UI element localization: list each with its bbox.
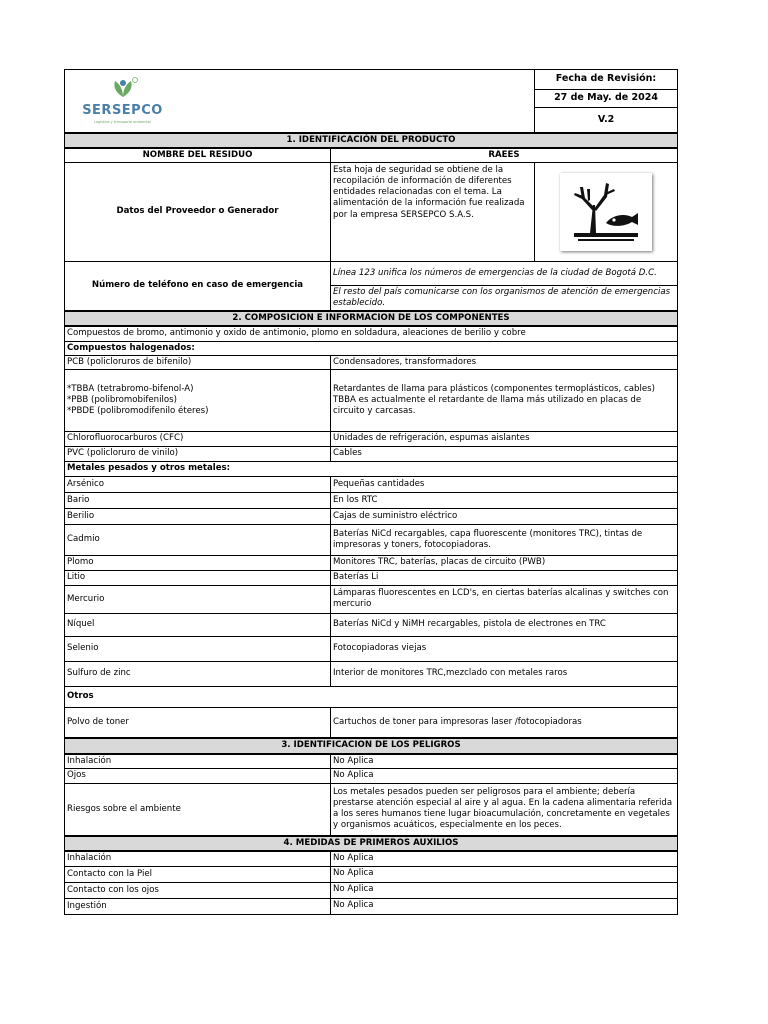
table-row <box>65 851 678 867</box>
section-1-title: 1. IDENTIFICACIÓN DEL PRODUCTO <box>65 133 678 148</box>
safety-data-sheet <box>64 69 677 915</box>
component-name: Litio <box>65 570 331 585</box>
environmental-hazard-pictogram <box>560 173 652 251</box>
section-2-title: 2. COMPOSICION E INFORMACION DE LOS COMPONENTES <box>65 311 678 326</box>
first-aid-name: Ingestión <box>65 899 331 915</box>
sheet-table <box>64 69 678 915</box>
component-name: Plomo <box>65 555 331 570</box>
table-row <box>65 899 678 915</box>
component-use: Cartuchos de toner para impresoras laser /fotocopiadoras <box>331 707 678 738</box>
component-name: Selenio <box>65 636 331 661</box>
component-use: En los RTC <box>331 492 678 508</box>
component-use: Pequeñas cantidades <box>331 476 678 492</box>
table-row <box>65 431 678 446</box>
table-row <box>65 661 678 686</box>
table-row <box>65 754 678 769</box>
hazard-pictogram-cell <box>535 162 678 261</box>
logo-text: SERSEPCO <box>82 103 163 119</box>
component-name: *TBBA (tetrabromo-bifenol-A) *PBB (polibromobifenilos) *PBDE (polibromodifenilo éteres) <box>65 369 331 431</box>
first-aid-value: No Aplica <box>331 851 678 867</box>
table-row <box>65 446 678 461</box>
component-use: Baterías NiCd y NiMH recargables, pistola de electrones en TRC <box>331 613 678 636</box>
first-aid-name: Contacto con los ojos <box>65 883 331 899</box>
table-row <box>65 867 678 883</box>
table-row <box>65 524 678 555</box>
halogenados-label: Compuestos halogenados: <box>65 341 678 355</box>
first-aid-name: Contacto con la Piel <box>65 867 331 883</box>
component-name: Chlorofluorocarburos (CFC) <box>65 431 331 446</box>
component-name: Bario <box>65 492 331 508</box>
hazard-name: Inhalación <box>65 754 331 769</box>
telefono-line-2: El resto del país comunicarse con los organismos de atención de emergencias establecido. <box>331 285 678 311</box>
component-use: Baterías NiCd recargables, capa fluorescente (monitores TRC), tintas de impresoras y toners, fotocopiadoras. <box>331 524 678 555</box>
table-row <box>65 769 678 784</box>
table-row <box>65 636 678 661</box>
component-name: Níquel <box>65 613 331 636</box>
hazard-value: Los metales pesados pueden ser peligrosos para el ambiente; debería prestarse atención especial al aire y al agua. En la cadena alimentaria referida a los seres humanos tiene lugar bioacumulación, concretamente en vegetales y organismos acuáticos, especialmente en los peces. <box>331 784 678 836</box>
component-use: Retardantes de llama para plásticos (componentes termoplásticos, cables) TBBA es actualmente el retardante de llama más utilizado en placas de circuito y carcasas. <box>331 369 678 431</box>
component-use: Condensadores, transformadores <box>331 355 678 369</box>
nombre-residuo-label: NOMBRE DEL RESIDUO <box>65 148 331 163</box>
table-row <box>65 508 678 524</box>
table-row <box>65 707 678 738</box>
component-use: Baterías Li <box>331 570 678 585</box>
component-name: Sulfuro de zinc <box>65 661 331 686</box>
first-aid-value: No Aplica <box>331 899 678 915</box>
revision-date-value: 27 de May. de 2024 <box>535 90 678 108</box>
table-row <box>65 476 678 492</box>
component-name: Cadmio <box>65 524 331 555</box>
table-row <box>65 570 678 585</box>
table-row <box>65 369 678 431</box>
dead-tree-fish-icon <box>560 173 652 251</box>
component-use: Fotocopiadoras viejas <box>331 636 678 661</box>
section-3-title: 3. IDENTIFICACION DE LOS PELIGROS <box>65 738 678 753</box>
logo-cell <box>65 70 535 133</box>
table-row <box>65 784 678 836</box>
component-name: PVC (policloruro de vinilo) <box>65 446 331 461</box>
component-name: PCB (policloruros de bifenilo) <box>65 355 331 369</box>
telefono-line-1: Línea 123 unifica los números de emergencias de la ciudad de Bogotá D.C. <box>331 261 678 285</box>
section-4-title: 4. MEDIDAS DE PRIMEROS AUXILIOS <box>65 836 678 851</box>
proveedor-label: Datos del Proveedor o Generador <box>65 162 331 261</box>
hazard-name: Ojos <box>65 769 331 784</box>
leaf-logo-icon <box>106 77 140 99</box>
composition-intro: Compuestos de bromo, antimonio y oxido de antimonio, plomo en soldadura, aleaciones de berilio y cobre <box>65 326 678 341</box>
logo-subtitle: Logística y transporte ambiental <box>94 120 151 124</box>
hazard-name: Riesgos sobre el ambiente <box>65 784 331 836</box>
revision-date-label: Fecha de Revisión: <box>535 70 678 90</box>
hazard-value: No Aplica <box>331 769 678 784</box>
component-use: Unidades de refrigeración, espumas aislantes <box>331 431 678 446</box>
table-row <box>65 555 678 570</box>
otros-label: Otros <box>65 686 678 707</box>
component-name: Mercurio <box>65 585 331 613</box>
telefono-label: Número de teléfono en caso de emergencia <box>65 261 331 311</box>
table-row <box>65 585 678 613</box>
nombre-residuo-value: RAEES <box>331 148 678 163</box>
component-name: Berilio <box>65 508 331 524</box>
table-row <box>65 613 678 636</box>
first-aid-value: No Aplica <box>331 867 678 883</box>
table-row <box>65 355 678 369</box>
company-logo <box>75 77 170 125</box>
metales-label: Metales pesados y otros metales: <box>65 461 678 476</box>
table-row <box>65 492 678 508</box>
component-use: Interior de monitores TRC,mezclado con metales raros <box>331 661 678 686</box>
table-row <box>65 883 678 899</box>
proveedor-value: Esta hoja de seguridad se obtiene de la recopilación de información de diferentes entidades relacionadas con el tema. La alimentación de la información fue realizada por la empresa SERSEPCO S.A.S. <box>331 162 535 261</box>
component-name: Polvo de toner <box>65 707 331 738</box>
component-use: Cables <box>331 446 678 461</box>
first-aid-value: No Aplica <box>331 883 678 899</box>
component-use: Lámparas fluorescentes en LCD's, en ciertas baterías alcalinas y switches con mercurio <box>331 585 678 613</box>
component-use: Monitores TRC, baterías, placas de circuito (PWB) <box>331 555 678 570</box>
first-aid-name: Inhalación <box>65 851 331 867</box>
component-name: Arsénico <box>65 476 331 492</box>
component-use: Cajas de suministro eléctrico <box>331 508 678 524</box>
version-label: V.2 <box>535 108 678 133</box>
hazard-value: No Aplica <box>331 754 678 769</box>
